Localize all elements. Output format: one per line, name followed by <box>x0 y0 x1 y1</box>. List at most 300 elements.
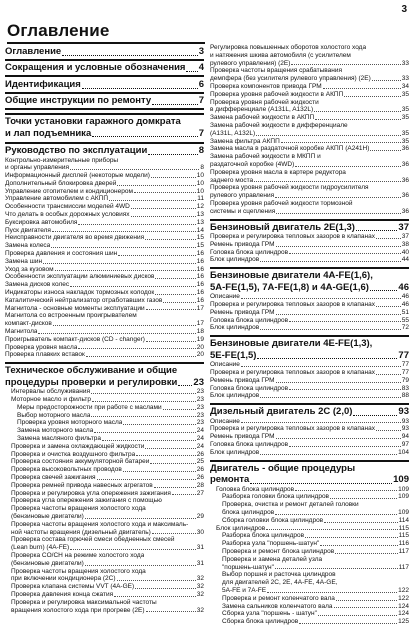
toc-major-entry[interactable] <box>5 95 204 107</box>
toc-entry-title: Ремень привода ГРМ <box>210 376 275 384</box>
toc-entry-title: Сборка блока цилиндров <box>222 618 299 626</box>
left-top-list <box>5 46 204 111</box>
toc-entry[interactable] <box>210 579 409 587</box>
dot-leader <box>241 298 401 299</box>
toc-entry-title: Дополнительный блокировка дверей <box>5 179 117 187</box>
toc-entry-page: 24 <box>196 442 204 450</box>
toc-entry[interactable] <box>210 208 409 216</box>
dot-leader <box>260 329 401 330</box>
toc-entry-page: 15 <box>196 242 204 250</box>
toc-entry-page: 10 <box>196 179 204 187</box>
dot-leader <box>131 208 196 209</box>
dot-leader <box>70 169 199 170</box>
dot-leader <box>289 446 401 447</box>
section-heading-line: Двигатель - общие процедуры <box>210 462 356 474</box>
toc-entry[interactable] <box>5 419 204 427</box>
section-rule <box>5 92 204 94</box>
section-heading-line: Бензиновые двигатели 4A-FE(1,6), <box>210 270 373 282</box>
toc-entry-title: Буксировка автомобиля <box>5 218 78 226</box>
toc-entry[interactable] <box>210 241 409 249</box>
toc-entry[interactable] <box>210 169 409 177</box>
toc-entry[interactable] <box>5 273 204 281</box>
right-column <box>210 44 409 626</box>
dot-leader <box>152 104 198 105</box>
dot-leader <box>145 239 196 240</box>
toc-entry[interactable] <box>210 392 409 400</box>
toc-entry-page: 32 <box>196 590 204 598</box>
dot-leader <box>109 200 196 201</box>
toc-entry[interactable] <box>210 249 409 257</box>
toc-entry-page: 10 <box>196 172 204 180</box>
toc-entry-title: Индикаторы износа накладок тормозных колодок <box>5 289 155 297</box>
toc-entry[interactable] <box>5 536 204 544</box>
dot-leader <box>370 150 400 151</box>
toc-entry-page: 38 <box>401 240 409 248</box>
dot-leader <box>150 463 195 464</box>
toc-entry[interactable] <box>5 404 204 412</box>
toc-entry[interactable] <box>5 164 204 172</box>
toc-entry-title: Проверка и ремонт блока цилиндров <box>222 548 335 556</box>
toc-entry[interactable] <box>5 505 204 513</box>
dot-leader <box>146 341 196 342</box>
toc-entry-title: Магнитола со встроенным проигрывателем <box>5 312 137 320</box>
toc-entry[interactable] <box>210 161 409 169</box>
dot-leader <box>376 306 401 307</box>
dot-leader <box>102 440 196 441</box>
toc-entry[interactable] <box>210 75 409 83</box>
dot-leader <box>70 549 196 550</box>
toc-entry-page: 32 <box>196 583 204 591</box>
toc-entry-page: 8 <box>200 164 204 172</box>
toc-entry[interactable] <box>210 571 409 579</box>
dot-leader <box>82 88 198 89</box>
toc-entry[interactable] <box>5 219 204 227</box>
toc-entry[interactable] <box>210 385 409 393</box>
toc-entry-page: 13 <box>196 211 204 219</box>
toc-entry-page: 36 <box>401 176 409 184</box>
toc-entry[interactable] <box>5 388 204 396</box>
toc-entry-title: Проверка высоковольтных проводов <box>11 466 122 474</box>
toc-entry[interactable] <box>5 258 204 266</box>
toc-entry-title: Головка блока цилиндров <box>210 248 289 256</box>
toc-entry-title: Разборка узла "поршень-шатун" <box>222 540 320 548</box>
section-heading-line: Бензиновый двигатель 2E(1,3) <box>210 221 355 233</box>
toc-entry[interactable] <box>210 122 409 130</box>
toc-entry[interactable] <box>5 490 204 498</box>
dot-leader <box>281 142 401 143</box>
toc-entry[interactable] <box>210 441 409 449</box>
toc-entry[interactable] <box>5 172 204 180</box>
dot-leader <box>123 471 196 472</box>
section-heading-line: Техническое обслуживание и общие <box>5 365 178 377</box>
dot-leader <box>117 580 196 581</box>
toc-entry-title: Каталитический нейтрализатор отработавших газов <box>5 296 163 304</box>
toc-entry-page: 23 <box>196 396 204 404</box>
toc-entry-page: 46 <box>401 293 409 301</box>
toc-entry-page: 29 <box>196 512 204 520</box>
toc-entry-title: рулевого управления) (2E) <box>210 59 291 67</box>
toc-entry-title: Замена моторного масла <box>17 427 94 435</box>
section-heading-line: ремонта <box>210 474 250 486</box>
toc-entry-title: компакт-дисков <box>5 320 52 328</box>
toc-entry-page: 23 <box>196 419 204 427</box>
toc-entry-title: Проверка CO/CH на режиме холостого хода <box>11 551 145 559</box>
toc-entry[interactable] <box>210 493 409 501</box>
toc-entry-page: 114 <box>398 516 409 524</box>
toc-entry[interactable] <box>5 312 204 320</box>
toc-entry-page: 33 <box>401 59 409 67</box>
toc-entry-title: Идентификация <box>5 78 81 90</box>
toc-entry[interactable] <box>5 297 204 305</box>
toc-entry-page: 13 <box>196 218 204 226</box>
engine-4e-list <box>210 361 409 400</box>
toc-entry[interactable] <box>210 145 409 153</box>
toc-entry[interactable] <box>210 130 409 138</box>
toc-entry-page: 4 <box>198 62 204 73</box>
toc-entry[interactable] <box>210 91 409 99</box>
dot-leader <box>134 192 196 193</box>
toc-entry-title: Описание <box>210 293 240 301</box>
toc-entry[interactable] <box>5 242 204 250</box>
toc-entry[interactable] <box>210 425 409 433</box>
toc-entry[interactable] <box>210 517 409 525</box>
toc-entry[interactable] <box>210 153 409 161</box>
toc-entry[interactable] <box>5 336 204 344</box>
dot-leader <box>323 88 401 89</box>
toc-entry-title: Проверка и ремонт коленчатого вала <box>222 594 335 602</box>
toc-entry[interactable] <box>210 509 409 517</box>
toc-entry-title: Замена фильтра АКПП <box>210 137 280 145</box>
toc-entry[interactable] <box>210 200 409 208</box>
toc-entry-page: 44 <box>401 256 409 264</box>
toc-entry-title: Управление отопителем и кондиционером <box>5 187 133 195</box>
toc-entry[interactable] <box>210 587 409 595</box>
toc-entry-page: 25 <box>196 458 204 466</box>
toc-entry-page: 30 <box>196 528 204 536</box>
toc-entry-page: 36 <box>401 145 409 153</box>
toc-entry-title: при включении кондиционера (2С) <box>11 575 116 583</box>
toc-entry-title: Проверка состояния аккумуляторной батареи <box>11 458 150 466</box>
toc-entry[interactable] <box>5 544 204 552</box>
toc-entry-title: Пуск двигателя <box>5 226 51 234</box>
toc-entry-page: 32 <box>196 575 204 583</box>
toc-entry[interactable] <box>5 552 204 560</box>
dot-leader <box>70 286 196 287</box>
toc-entry[interactable] <box>5 482 204 490</box>
toc-entry[interactable] <box>210 317 409 325</box>
toc-entry[interactable] <box>5 157 204 165</box>
toc-entry-page: 35 <box>401 137 409 145</box>
dot-leader <box>275 514 397 515</box>
toc-entry-page: 26 <box>196 466 204 474</box>
toc-entry-title: Проверка и регулировка тепловых зазоров в клапанах <box>210 425 375 433</box>
toc-entry-page: 16 <box>196 289 204 297</box>
toc-entry[interactable] <box>210 540 409 548</box>
toc-entry[interactable] <box>5 180 204 188</box>
dot-leader <box>146 309 196 310</box>
toc-entry[interactable] <box>5 227 204 235</box>
toc-entry-page: 40 <box>401 248 409 256</box>
toc-entry-page: 36 <box>401 207 409 215</box>
dot-leader <box>78 224 195 225</box>
dot-leader <box>254 181 401 182</box>
toc-entry[interactable] <box>210 192 409 200</box>
toc-entry[interactable] <box>210 610 409 618</box>
toc-entry-title: Сборка узла "поршень - шатун" <box>222 610 317 618</box>
toc-entry-title: системы и сцепления <box>210 207 276 215</box>
toc-entry[interactable] <box>5 458 204 466</box>
toc-entry[interactable] <box>5 234 204 242</box>
dot-leader <box>94 432 195 433</box>
toc-entry[interactable] <box>5 591 204 599</box>
section-page: 46 <box>398 281 409 293</box>
toc-entry-title: Замена рабочей жидкости в МКПП и <box>210 153 321 161</box>
toc-entry[interactable] <box>210 324 409 332</box>
page-title: Оглавление <box>7 21 110 40</box>
toc-entry[interactable] <box>5 289 204 297</box>
toc-major-entry[interactable] <box>5 46 204 58</box>
toc-entry[interactable] <box>210 184 409 192</box>
toc-entry[interactable] <box>210 361 409 369</box>
toc-entry[interactable] <box>210 369 409 377</box>
toc-entry-page: 23 <box>196 388 204 396</box>
toc-entry[interactable] <box>5 474 204 482</box>
toc-entry-title: демпфера (без усилителя рулевого управления) (2E) <box>210 75 371 83</box>
section-page: 37 <box>398 221 409 233</box>
engine-2c-list <box>210 418 409 457</box>
toc-entry[interactable] <box>5 250 204 258</box>
toc-entry-title: Замена рабочей жидкости в АКПП <box>210 114 315 122</box>
toc-entry-page: 7 <box>198 95 204 106</box>
toc-entry-title: Сокращения и условные обозначения <box>5 62 186 73</box>
toc-entry-title: Магнитола <box>5 328 38 336</box>
toc-entry[interactable] <box>210 301 409 309</box>
toc-entry-title: Проверка и замена деталей узла <box>222 555 323 563</box>
toc-entry[interactable] <box>5 451 204 459</box>
dot-leader <box>266 529 397 530</box>
toc-entry[interactable] <box>210 595 409 603</box>
toc-entry[interactable] <box>210 233 409 241</box>
toc-entry-title: (бензиновые двигатели) <box>11 559 84 567</box>
toc-entry-title: Блок цилиндров <box>210 256 260 264</box>
section-heading-line: Точки установки гаражного домкрата <box>5 116 181 127</box>
toc-entry[interactable] <box>210 138 409 146</box>
dot-leader <box>276 213 401 214</box>
toc-entry[interactable] <box>5 560 204 568</box>
toc-entry-title: Проверка уровня рабочей жидкости гидроусилителя <box>210 184 369 192</box>
toc-major-entry[interactable] <box>5 62 204 74</box>
toc-entry[interactable] <box>210 418 409 426</box>
toc-entry[interactable] <box>210 532 409 540</box>
dot-leader <box>276 246 401 247</box>
toc-entry[interactable] <box>5 320 204 328</box>
toc-entry-page: 15 <box>196 234 204 242</box>
toc-entry[interactable] <box>5 583 204 591</box>
toc-entry[interactable] <box>210 548 409 556</box>
section-heading-line: Бензиновые двигатели 4E-FE(1,3), <box>210 338 373 350</box>
section-engine-2c <box>210 403 409 418</box>
toc-entry[interactable] <box>210 486 409 494</box>
toc-entry[interactable] <box>210 99 409 107</box>
dot-leader <box>123 424 195 425</box>
section-engine-general <box>210 460 409 486</box>
toc-entry-title: Замена масла в раздаточной коробке АКПП (A241H) <box>210 145 370 153</box>
toc-entry-title: Регулировка повышенных оборотов холостого хода <box>210 44 367 51</box>
section-heading-line: и лап подъемника <box>5 127 92 139</box>
toc-entry-title: Головка блока цилиндров <box>216 485 295 493</box>
dot-leader <box>289 321 401 322</box>
toc-entry[interactable] <box>5 497 204 505</box>
section-heading-line: 5E-FE(1,5) <box>210 349 257 361</box>
dot-leader <box>320 545 397 546</box>
toc-entry-page: 93 <box>401 417 409 425</box>
toc-entry-page: 16 <box>196 250 204 258</box>
toc-entry[interactable] <box>5 435 204 443</box>
dot-leader <box>276 438 401 439</box>
dot-leader <box>335 553 397 554</box>
dot-leader <box>53 325 196 326</box>
toc-entry-page: 16 <box>196 257 204 265</box>
toc-entry[interactable] <box>5 351 204 359</box>
dot-leader <box>43 263 196 264</box>
toc-entry-title: 5A-FE и 7A-FE <box>222 587 267 595</box>
toc-entry-title: Замена дисков колес <box>5 281 70 289</box>
toc-entry[interactable] <box>210 293 409 301</box>
toc-entry-title: Особенности трансмиссии моделей 4WD <box>5 203 130 211</box>
toc-entry[interactable] <box>5 513 204 521</box>
toc-entry-page: 31 <box>196 559 204 567</box>
toc-entry[interactable] <box>210 60 409 68</box>
toc-entry[interactable] <box>210 449 409 457</box>
dot-leader <box>91 393 196 394</box>
toc-entry-page: 122 <box>398 587 409 595</box>
toc-entry[interactable] <box>5 281 204 289</box>
dot-leader <box>299 623 397 624</box>
toc-entry-page: 117 <box>398 548 409 556</box>
toc-entry[interactable] <box>5 521 204 529</box>
toc-entry-page: 3 <box>198 45 204 57</box>
toc-major-entry[interactable] <box>5 79 204 91</box>
toc-entry-title: раздаточной коробке (4WD) <box>210 160 295 168</box>
toc-entry[interactable] <box>210 433 409 441</box>
dot-leader <box>91 416 195 417</box>
toc-entry[interactable] <box>210 67 409 75</box>
toc-entry-title: Проверка уровня масла <box>5 343 78 351</box>
toc-entry[interactable] <box>5 412 204 420</box>
toc-entry[interactable] <box>5 305 204 313</box>
dot-leader <box>260 454 397 455</box>
toc-entry-title: Моторное масло и фильтр <box>11 396 92 404</box>
dot-leader <box>163 409 196 410</box>
toc-entry-title: Оглавление <box>5 45 62 57</box>
toc-entry-page: 122 <box>398 594 409 602</box>
toc-entry-page: 16 <box>196 265 204 273</box>
engine-general-list <box>210 486 409 626</box>
toc-entry[interactable] <box>5 266 204 274</box>
toc-entry-page: 51 <box>401 308 409 316</box>
toc-entry-page: 28 <box>196 481 204 489</box>
toc-entry-title: и органы управления <box>5 164 70 172</box>
toc-entry-title: Общие инструкции по ремонту <box>5 95 152 106</box>
toc-entry-title: Информационный дисплей (некоторые модели) <box>5 172 150 180</box>
toc-entry[interactable] <box>210 256 409 264</box>
toc-entry[interactable] <box>210 564 409 572</box>
toc-entry[interactable] <box>5 211 204 219</box>
toc-entry-page: 35 <box>401 114 409 122</box>
section-heading-line: 5A-FE(1,5), 7A-FE(1,8) и 4A-GE(1,6) <box>210 281 369 293</box>
dot-leader <box>275 197 401 198</box>
toc-entry[interactable] <box>210 177 409 185</box>
engine-4a-list <box>210 293 409 332</box>
toc-entry[interactable] <box>5 396 204 404</box>
dot-leader <box>155 278 195 279</box>
toc-entry[interactable] <box>210 501 409 509</box>
left-column <box>5 44 204 614</box>
toc-entry-title: Ремень привода ГРМ <box>210 240 275 248</box>
toc-entry[interactable] <box>210 525 409 533</box>
toc-entry-page: 72 <box>401 324 409 332</box>
dot-leader <box>260 397 401 398</box>
toc-entry[interactable] <box>210 556 409 564</box>
dot-leader <box>85 518 196 519</box>
toc-entry[interactable] <box>5 443 204 451</box>
toc-entry-page: 32 <box>196 606 204 614</box>
toc-entry[interactable] <box>5 344 204 352</box>
toc-entry[interactable] <box>5 529 204 537</box>
toc-entry[interactable] <box>210 618 409 626</box>
toc-entry[interactable] <box>5 188 204 196</box>
toc-entry-page: 116 <box>398 540 409 548</box>
toc-entry[interactable] <box>5 328 204 336</box>
section-page: 23 <box>193 376 204 388</box>
dot-leader <box>376 238 401 239</box>
toc-entry-title: (бензиновые двигатели) <box>11 512 84 520</box>
toc-entry-page: 20 <box>196 343 204 351</box>
toc-entry-title: Контрольно-измерительные приборы <box>5 156 119 164</box>
section-rule <box>5 59 204 61</box>
toc-entry-title: Проверка частоты вращения холостого хода и максималь- <box>11 520 189 528</box>
toc-entry-page: 77 <box>401 369 409 376</box>
toc-entry[interactable] <box>5 568 204 576</box>
toc-entry-page: 27 <box>196 489 204 497</box>
toc-entry-page: 34 <box>401 82 409 90</box>
toc-entry[interactable] <box>210 114 409 122</box>
dot-leader <box>276 314 401 315</box>
toc-entry-page: 115 <box>398 524 409 532</box>
toc-entry[interactable] <box>5 575 204 583</box>
toc-entry[interactable] <box>5 607 204 615</box>
toc-entry[interactable] <box>5 203 204 211</box>
toc-entry-page: 24 <box>196 435 204 442</box>
section-rule <box>5 75 204 77</box>
toc-entry[interactable] <box>210 377 409 385</box>
toc-entry-page: 55 <box>401 316 409 324</box>
toc-entry-page: 23 <box>196 403 204 411</box>
toc-entry[interactable] <box>5 195 204 203</box>
toc-entry-page: 36 <box>401 160 409 168</box>
toc-entry[interactable] <box>5 427 204 435</box>
toc-entry[interactable] <box>210 309 409 317</box>
toc-entry[interactable] <box>210 603 409 611</box>
toc-entry-title: Проверка и регулировка тепловых зазоров в клапанах <box>210 233 375 241</box>
toc-entry[interactable] <box>210 44 409 52</box>
toc-entry[interactable] <box>210 106 409 114</box>
toc-entry[interactable] <box>5 466 204 474</box>
toc-entry-title: заднего моста <box>210 176 254 184</box>
toc-entry[interactable] <box>210 52 409 60</box>
section-page: 7 <box>198 127 204 139</box>
toc-entry[interactable] <box>210 83 409 91</box>
